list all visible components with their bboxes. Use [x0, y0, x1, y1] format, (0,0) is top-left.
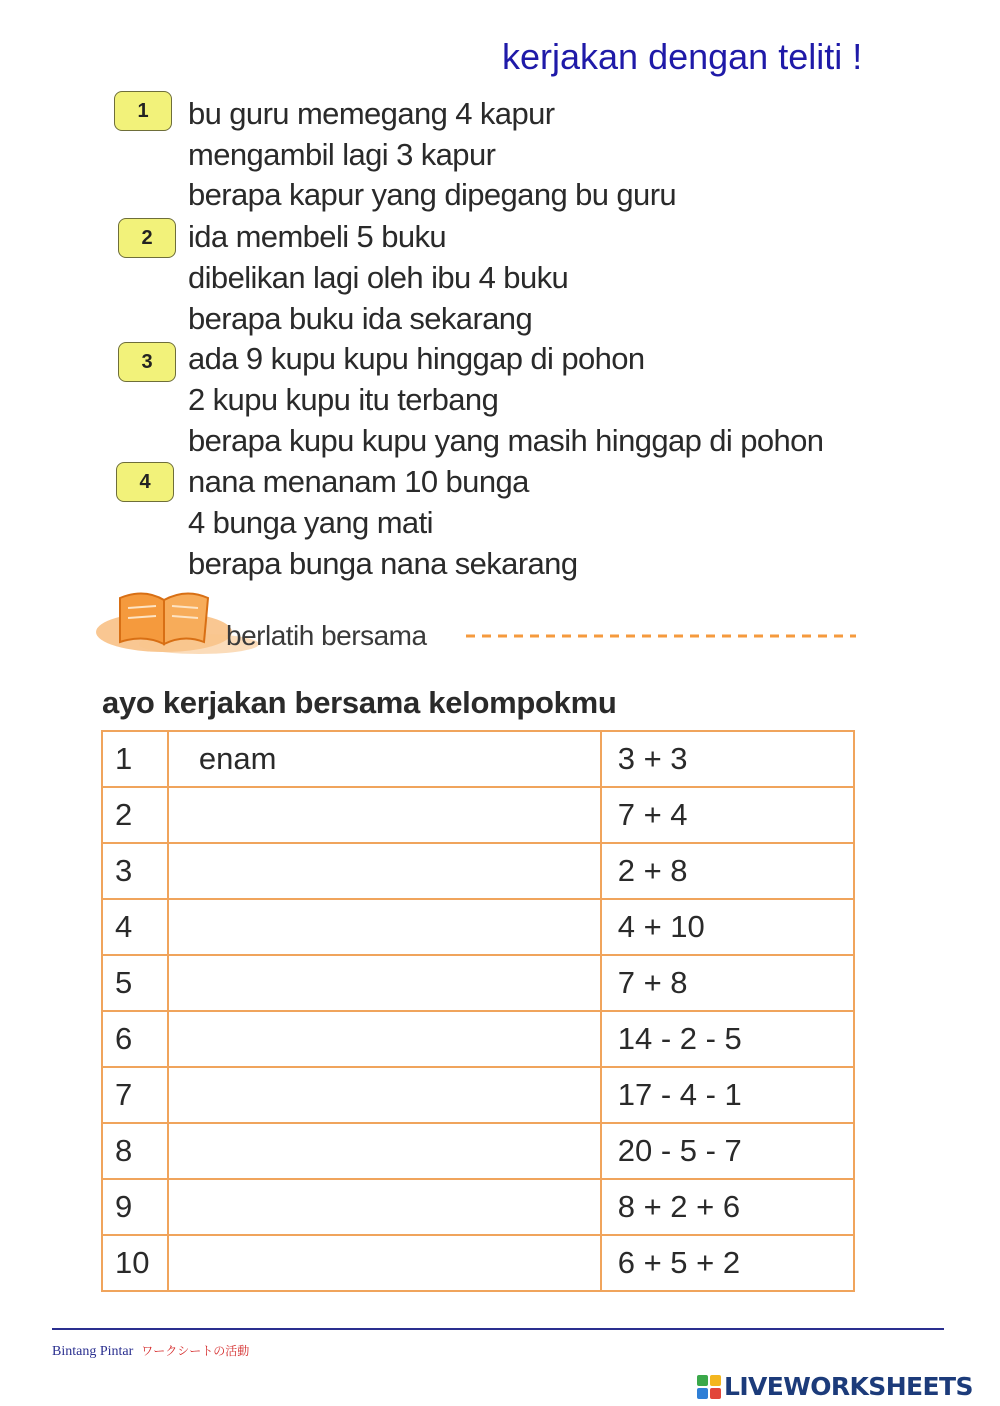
- expression-cell: 3 + 3: [601, 731, 854, 787]
- expression-cell: 20 - 5 - 7: [601, 1123, 854, 1179]
- question-line: nana menanam 10 bunga: [188, 464, 529, 499]
- table-row: [102, 1123, 854, 1179]
- expression-cell: 4 + 10: [601, 899, 854, 955]
- section-banner-title: berlatih bersama: [226, 620, 427, 651]
- question-number-badge: 1: [114, 91, 172, 131]
- instruction-heading: kerjakan dengan teliti !: [502, 36, 863, 77]
- expression-cell: 6 + 5 + 2: [601, 1235, 854, 1291]
- answer-field[interactable]: [168, 1235, 601, 1291]
- question-number-badge: 3: [118, 342, 176, 382]
- question-number-badge: 2: [118, 218, 176, 258]
- answer-field[interactable]: [168, 1067, 601, 1123]
- expression-cell: 7 + 4: [601, 787, 854, 843]
- expression-cell: 7 + 8: [601, 955, 854, 1011]
- footer-brand: [52, 1342, 249, 1360]
- question-line: ada 9 kupu kupu hinggap di pohon: [188, 341, 645, 376]
- liveworksheets-grid-icon: [697, 1375, 721, 1399]
- answer-field[interactable]: [168, 1123, 601, 1179]
- liveworksheets-logo[interactable]: [697, 1372, 973, 1401]
- row-number: 9: [102, 1179, 168, 1235]
- answer-field[interactable]: [168, 843, 601, 899]
- open-book-icon: [120, 593, 208, 644]
- question-line: berapa buku ida sekarang: [188, 301, 533, 336]
- section-banner: [94, 586, 864, 662]
- answer-field[interactable]: [168, 899, 601, 955]
- question-line: mengambil lagi 3 kapur: [188, 137, 496, 172]
- table-row: [102, 731, 854, 787]
- row-number: 7: [102, 1067, 168, 1123]
- question-line: dibelikan lagi oleh ibu 4 buku: [188, 260, 569, 295]
- answer-field[interactable]: [168, 787, 601, 843]
- table-row: [102, 1011, 854, 1067]
- row-number: 10: [102, 1235, 168, 1291]
- question-line: berapa kupu kupu yang masih hinggap di pohon: [188, 423, 824, 458]
- question-line: 2 kupu kupu itu terbang: [188, 382, 499, 417]
- row-number: 8: [102, 1123, 168, 1179]
- question-line: 4 bunga yang mati: [188, 505, 433, 540]
- table-row: [102, 1179, 854, 1235]
- footer-brand-name: Bintang Pintar: [52, 1344, 134, 1359]
- row-number: 2: [102, 787, 168, 843]
- expression-cell: 8 + 2 + 6: [601, 1179, 854, 1235]
- liveworksheets-wordmark: LIVEWORKSHEETS: [724, 1372, 973, 1401]
- footer-divider: [52, 1328, 944, 1330]
- table-row: [102, 787, 854, 843]
- expression-cell: 14 - 2 - 5: [601, 1011, 854, 1067]
- row-number: 3: [102, 843, 168, 899]
- row-number: 1: [102, 731, 168, 787]
- row-number: 4: [102, 899, 168, 955]
- footer-brand-japanese: ワークシートの活動: [141, 1344, 250, 1358]
- question-line: berapa bunga nana sekarang: [188, 546, 578, 581]
- row-number: 6: [102, 1011, 168, 1067]
- answer-field[interactable]: [168, 1011, 601, 1067]
- expression-cell: 2 + 8: [601, 843, 854, 899]
- row-number: 5: [102, 955, 168, 1011]
- exercise-table: [101, 730, 855, 1292]
- table-row: [102, 843, 854, 899]
- answer-field[interactable]: [168, 955, 601, 1011]
- table-title: ayo kerjakan bersama kelompokmu: [102, 685, 617, 720]
- table-row: [102, 899, 854, 955]
- question-line: bu guru memegang 4 kapur: [188, 96, 555, 131]
- table-row: [102, 1067, 854, 1123]
- expression-cell: 17 - 4 - 1: [601, 1067, 854, 1123]
- question-line: ida membeli 5 buku: [188, 219, 447, 254]
- question-number-badge: 4: [116, 462, 174, 502]
- table-row: [102, 955, 854, 1011]
- answer-field[interactable]: [168, 1179, 601, 1235]
- answer-field[interactable]: enam: [168, 731, 601, 787]
- question-line: berapa kapur yang dipegang bu guru: [188, 177, 677, 212]
- table-row: [102, 1235, 854, 1291]
